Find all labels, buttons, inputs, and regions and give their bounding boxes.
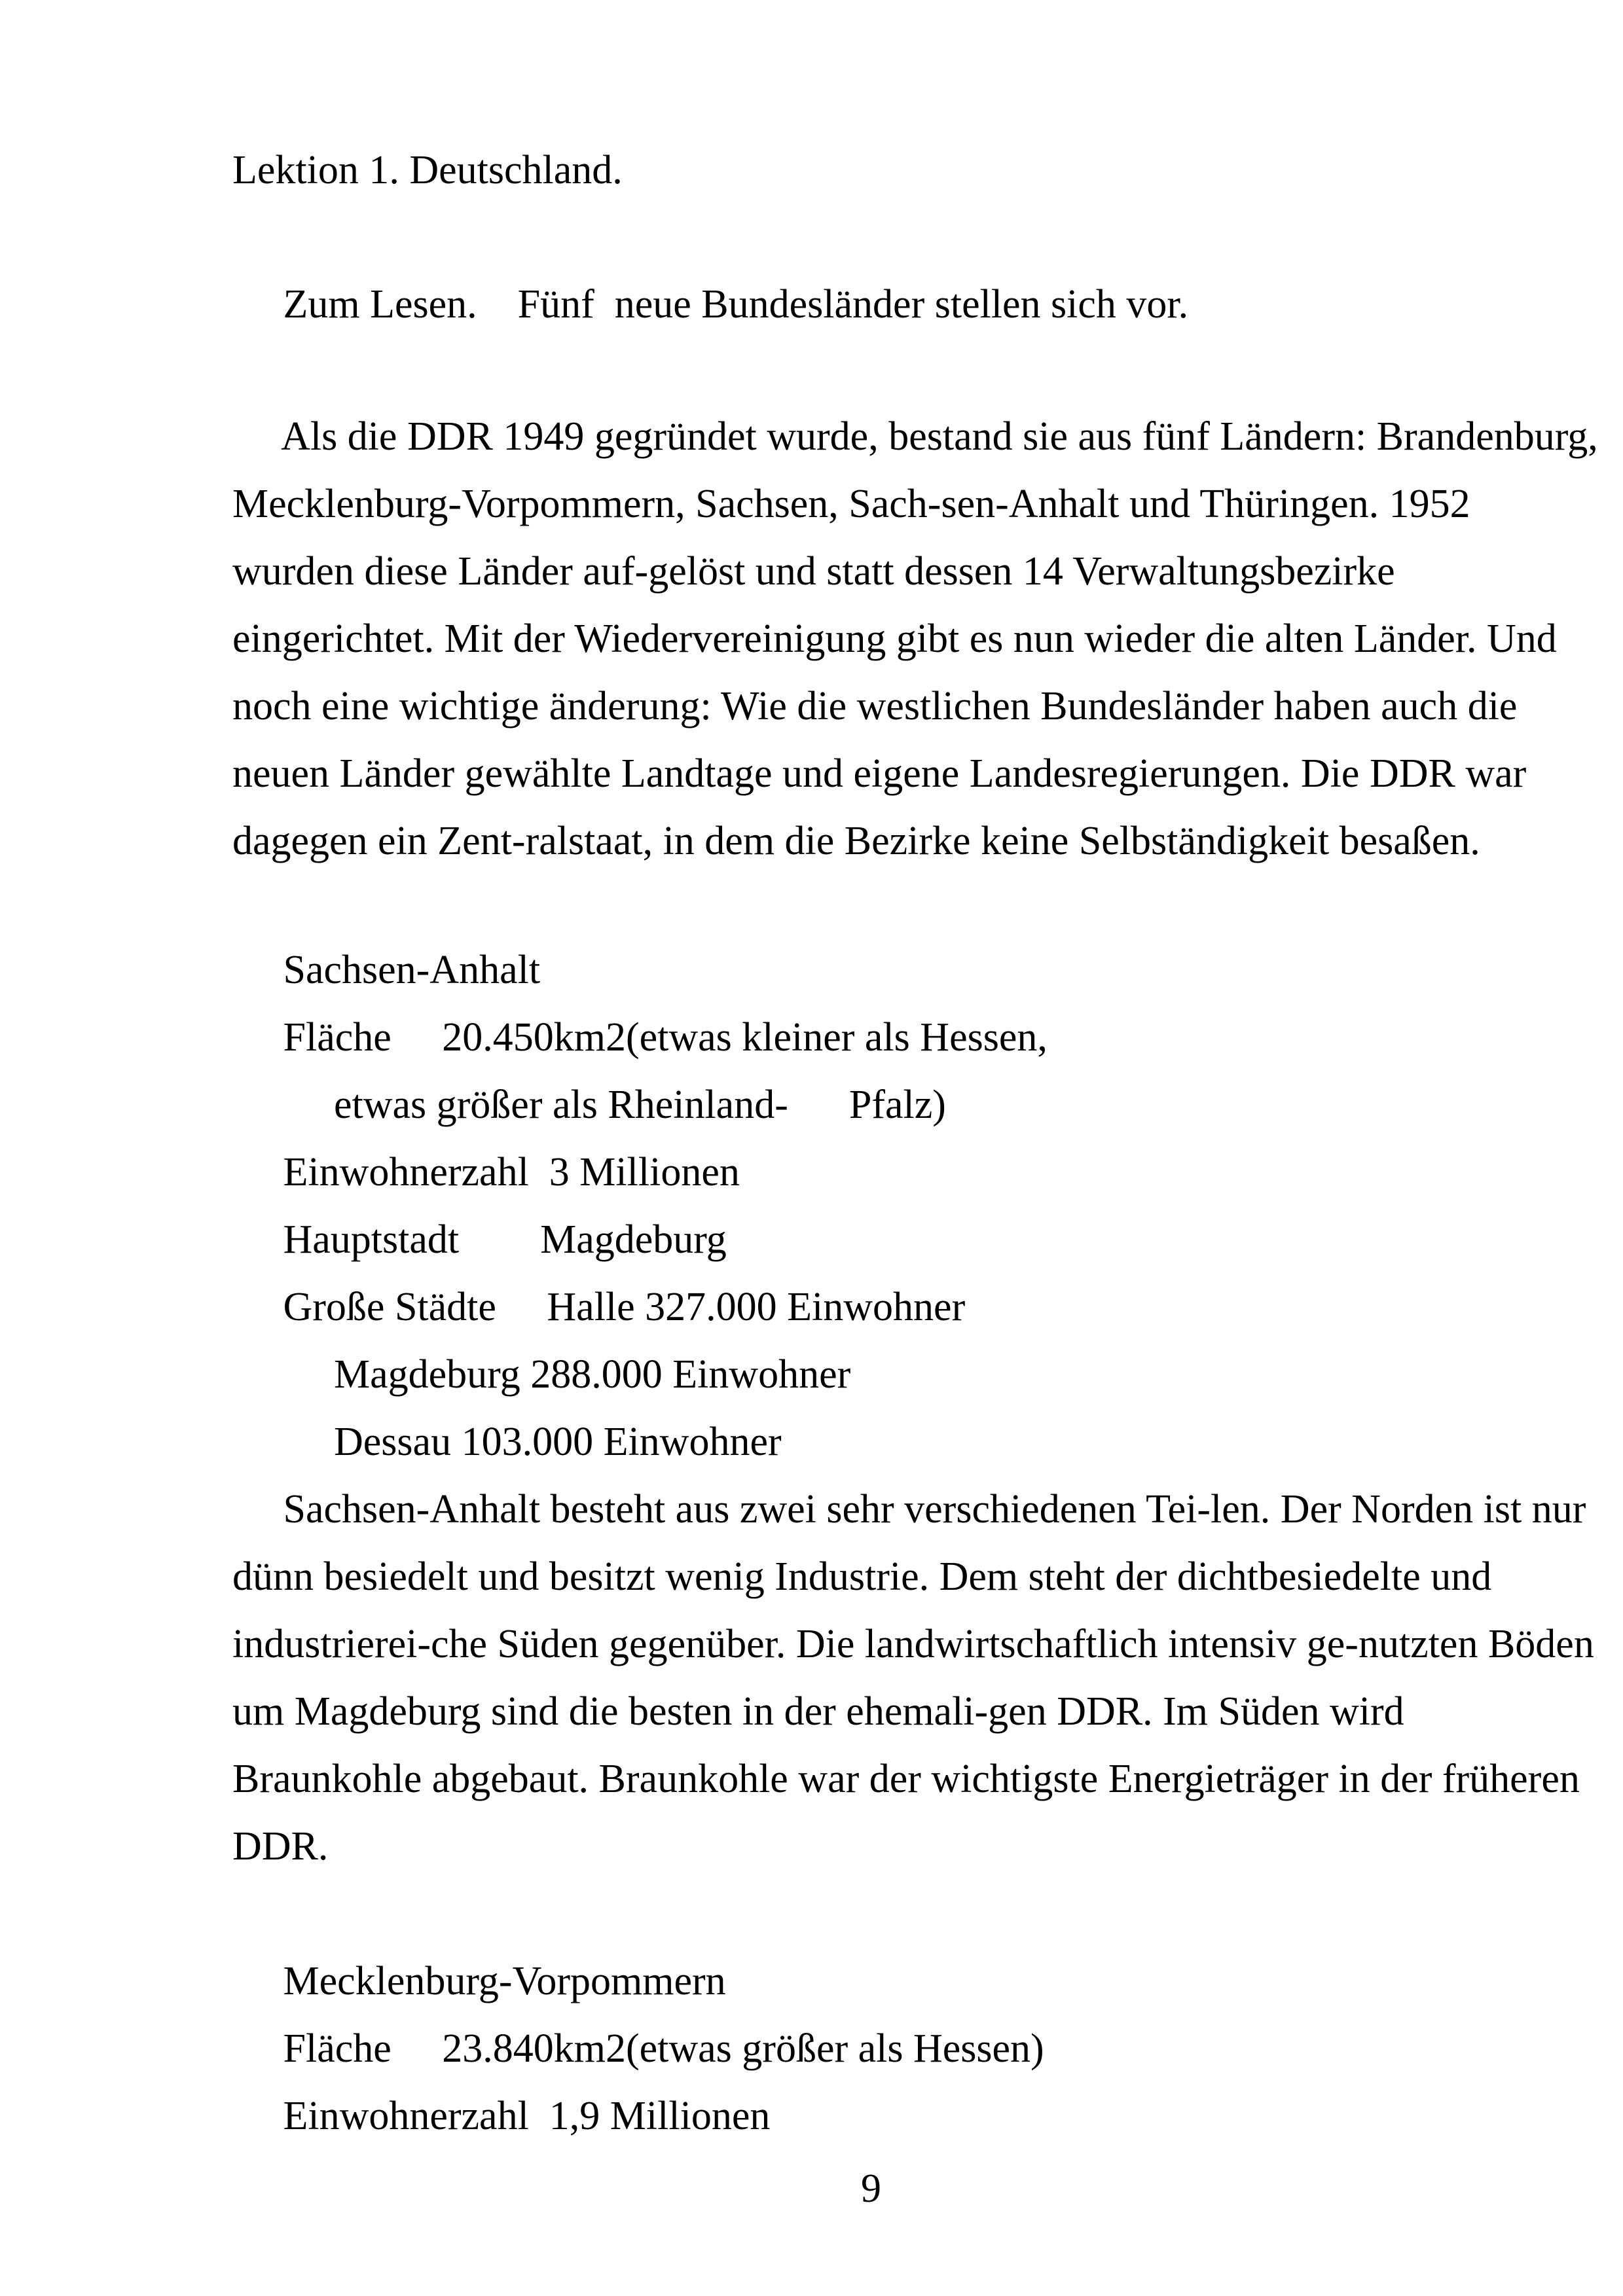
text-line: Einwohnerzahl 1,9 Millionen [232, 2094, 771, 2138]
text-line: Sachsen-Anhalt [232, 948, 541, 992]
text-line: Magdeburg 288.000 Einwohner [232, 1352, 851, 1397]
lesson-title [232, 137, 623, 204]
text-line: Hauptstadt Magdeburg [232, 1217, 727, 1262]
text-line: DDR. [232, 1824, 329, 1869]
text-line: etwas größer als Rheinland- Pfalz) [232, 1083, 946, 1127]
mecklenburg-vorpommern-facts [232, 1948, 1044, 2150]
text-line: industrierei-che Süden gegenüber. Die landwirtschaftlich intensiv ge-nutzten Böden [232, 1622, 1594, 1666]
text-line: wurden diese Länder auf-gelöst und statt dessen 14 Verwaltungsbezirke [232, 549, 1395, 594]
text-line: dünn besiedelt und besitzt wenig Industrie. Dem steht der dichtbesiedelte und [232, 1554, 1492, 1599]
text-line: neuen Länder gewählte Landtage und eigene Landesregierungen. Die DDR war [232, 751, 1527, 796]
page-number: 9 [861, 2166, 881, 2211]
text-line: Große Städte Halle 327.000 Einwohner [232, 1285, 966, 1329]
text-line: Mecklenburg-Vorpommern, Sachsen, Sach-sen-Anhalt und Thüringen. 1952 [232, 482, 1470, 526]
intro-paragraph [232, 403, 1598, 875]
sachsen-anhalt-facts [232, 937, 1048, 1476]
lesson-title-text: Lektion 1. Deutschland. [232, 148, 623, 192]
sachsen-anhalt-paragraph [232, 1476, 1594, 1880]
text-line: Fläche 23.840km2(etwas größer als Hessen) [232, 2026, 1044, 2071]
reading-header [232, 271, 1188, 338]
text-line: Dessau 103.000 Einwohner [232, 1420, 782, 1464]
text-line: Mecklenburg-Vorpommern [232, 1959, 726, 2003]
text-line: noch eine wichtige änderung: Wie die westlichen Bundesländer haben auch die [232, 684, 1518, 728]
text-line: um Magdeburg sind die besten in der ehemali-gen DDR. Im Süden wird [232, 1689, 1404, 1734]
text-line: Fläche 20.450km2(etwas kleiner als Hessen, [232, 1015, 1048, 1060]
reading-header-text: Zum Lesen. Fünf neue Bundesländer stellen sich vor. [232, 282, 1189, 327]
text-line: Sachsen-Anhalt besteht aus zwei sehr verschiedenen Tei-len. Der Norden ist nur [232, 1487, 1586, 1532]
text-line: dagegen ein Zent-ralstaat, in dem die Bezirke keine Selbständigkeit besaßen. [232, 819, 1480, 863]
text-line: Braunkohle abgebaut. Braunkohle war der wichtigste Energieträger in der früheren [232, 1757, 1580, 1801]
text-line: Als die DDR 1949 gegründet wurde, bestand sie aus fünf Ländern: Brandenburg, [232, 414, 1598, 459]
text-line: Einwohnerzahl 3 Millionen [232, 1150, 740, 1194]
text-line: eingerichtet. Mit der Wiedervereinigung gibt es nun wieder die alten Länder. Und [232, 617, 1557, 661]
